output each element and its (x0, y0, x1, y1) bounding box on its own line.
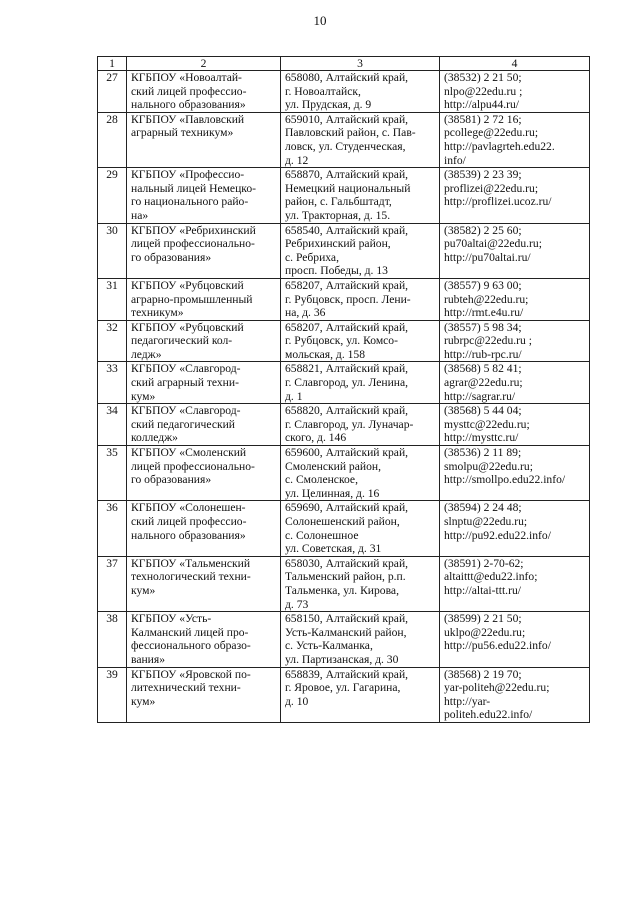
address-line: Смоленский район, (285, 459, 381, 473)
address-line: г. Новоалтайск, (285, 84, 361, 98)
institution-name-line: КГБПОУ «Смоленский (131, 446, 247, 460)
table-row (98, 556, 590, 611)
column-number-2: 2 (127, 57, 281, 71)
contacts-line: (38591) 2-70-62; (444, 556, 524, 570)
address-cell (281, 278, 440, 320)
address-cell (281, 556, 440, 611)
institution-name-cell (127, 501, 281, 556)
contacts-cell (440, 362, 590, 404)
contacts-cell (440, 556, 590, 611)
contacts-line: http://yar- (444, 694, 491, 708)
address-cell (281, 446, 440, 501)
contacts-line: (38532) 2 21 50; (444, 71, 522, 84)
institution-name-line: кум» (131, 389, 156, 403)
institution-name-line: го национального райо- (131, 195, 249, 209)
contacts-line: nlpo@22edu.ru ; (444, 84, 523, 98)
address-cell (281, 501, 440, 556)
contacts-line: mysttc@22edu.ru; (444, 417, 530, 431)
institution-name-cell (127, 612, 281, 667)
institution-name-line: лицей профессионально- (131, 237, 255, 251)
address-line: с. Солонешное (285, 528, 359, 542)
row-number: 35 (98, 446, 127, 501)
contacts-line: (38539) 2 23 39; (444, 168, 522, 182)
row-number: 34 (98, 404, 127, 446)
institution-name-cell (127, 223, 281, 278)
institution-name-line: КГБПОУ «Славгород- (131, 362, 241, 376)
address-line: г. Славгород, ул. Луначар- (285, 417, 414, 431)
contacts-line: (38557) 9 63 00; (444, 278, 522, 292)
row-number: 32 (98, 320, 127, 362)
table-row (98, 501, 590, 556)
table-row (98, 71, 590, 113)
contacts-line: http://pu70altai.ru/ (444, 250, 531, 264)
table-header-row (98, 57, 590, 71)
contacts-cell (440, 501, 590, 556)
address-line: г. Яровое, ул. Гагарина, (285, 681, 401, 695)
institution-name-line: КГБПОУ «Тальменский (131, 556, 251, 570)
contacts-line: agrar@22edu.ru; (444, 376, 523, 390)
contacts-line: http://mysttc.ru/ (444, 431, 519, 445)
institution-name-cell (127, 71, 281, 113)
address-line: ул. Тракторная, д. 15. (285, 208, 391, 222)
contacts-line: http://alpu44.ru/ (444, 98, 520, 112)
table-row (98, 112, 590, 167)
address-line: с. Ребриха, (285, 250, 339, 264)
institution-name-line: ский педагогический (131, 417, 236, 431)
contacts-line: rubrpc@22edu.ru ; (444, 334, 532, 348)
row-number: 37 (98, 556, 127, 611)
institution-name-line: КГБПОУ «Рубцовский (131, 320, 244, 334)
contacts-line: yar-politeh@22edu.ru; (444, 681, 550, 695)
contacts-cell (440, 667, 590, 722)
row-number: 38 (98, 612, 127, 667)
address-line: с. Смоленское, (285, 473, 358, 487)
institution-name-line: колледж» (131, 431, 178, 445)
address-line: ул. Советская, д. 31 (285, 542, 382, 556)
table-row (98, 612, 590, 667)
contacts-cell (440, 320, 590, 362)
address-line: ул. Целинная, д. 16 (285, 486, 380, 500)
institution-name-line: педагогический кол- (131, 334, 233, 348)
row-number: 30 (98, 223, 127, 278)
institution-name-cell (127, 362, 281, 404)
institution-name-line: КГБПОУ «Солонешен- (131, 501, 246, 515)
institution-name-line: кум» (131, 694, 156, 708)
contacts-line: (38568) 5 82 41; (444, 362, 522, 376)
contacts-line: pu70altai@22edu.ru; (444, 237, 542, 251)
contacts-line: http://pu92.edu22.info/ (444, 528, 551, 542)
contacts-line: rubteh@22edu.ru; (444, 292, 529, 306)
page-number: 10 (313, 13, 327, 28)
institution-name-cell (127, 556, 281, 611)
institution-name-line: КГБПОУ «Профессио- (131, 168, 245, 182)
institution-name-cell (127, 320, 281, 362)
address-cell (281, 71, 440, 113)
contacts-line: http://altai-ttt.ru/ (444, 583, 521, 597)
contacts-line: http://rub-rpc.ru/ (444, 347, 522, 361)
address-line: Солонешенский район, (285, 515, 400, 528)
address-line: 658207, Алтайский край, (285, 278, 409, 292)
institution-name-cell (127, 112, 281, 167)
address-line: г. Славгород, ул. Ленина, (285, 376, 409, 390)
address-line: д. 73 (285, 597, 309, 611)
address-line: 658030, Алтайский край, (285, 556, 409, 570)
address-line: 658820, Алтайский край, (285, 404, 409, 418)
contacts-line: info/ (444, 153, 466, 167)
contacts-line: (38581) 2 72 16; (444, 112, 522, 126)
row-number: 29 (98, 168, 127, 223)
address-cell (281, 404, 440, 446)
institution-name-line: аграрный техникум» (131, 126, 234, 140)
institution-name-line: КГБПОУ «Яровской по- (131, 667, 251, 681)
table-row (98, 667, 590, 722)
institution-name-line: ледж» (131, 347, 162, 361)
institution-name-line: го образования» (131, 473, 212, 487)
address-line: на, д. 36 (285, 306, 326, 320)
contacts-line: (38568) 2 19 70; (444, 667, 522, 681)
address-line: д. 1 (285, 389, 303, 403)
institution-name-line: вания» (131, 652, 166, 666)
contacts-line: politeh.edu22.info/ (444, 708, 533, 722)
contacts-cell (440, 112, 590, 167)
contacts-line: proflizei@22edu.ru; (444, 181, 539, 195)
contacts-line: http://proflizei.ucoz.ru/ (444, 195, 552, 209)
column-number-4: 4 (440, 57, 590, 71)
row-number: 39 (98, 667, 127, 722)
column-number-1: 1 (98, 57, 127, 71)
contacts-cell (440, 446, 590, 501)
address-line: ул. Прудская, д. 9 (285, 98, 372, 112)
row-number: 31 (98, 278, 127, 320)
contacts-cell (440, 612, 590, 667)
contacts-line: uklpo@22edu.ru; (444, 625, 526, 639)
address-cell (281, 112, 440, 167)
row-number: 36 (98, 501, 127, 556)
address-cell (281, 223, 440, 278)
institutions-table (97, 56, 590, 723)
contacts-line: (38536) 2 11 89; (444, 446, 522, 460)
institution-name-line: ский лицей профессио- (131, 84, 247, 98)
contacts-cell (440, 168, 590, 223)
address-line: 658870, Алтайский край, (285, 168, 409, 182)
institution-name-line: КГБПОУ «Славгород- (131, 404, 241, 418)
contacts-cell (440, 278, 590, 320)
table-row (98, 362, 590, 404)
address-line: д. 12 (285, 153, 309, 167)
address-cell (281, 320, 440, 362)
table-row (98, 404, 590, 446)
address-line: ского, д. 146 (285, 431, 347, 445)
institution-name-line: аграрно-промышленный (131, 292, 253, 306)
contacts-line: http://sagrar.ru/ (444, 389, 516, 403)
address-line: с. Усть-Калманка, (285, 639, 373, 653)
institution-name-line: технологический техни- (131, 570, 251, 584)
table-row (98, 278, 590, 320)
row-number: 27 (98, 71, 127, 113)
institution-name-line: ский аграрный техни- (131, 376, 239, 390)
address-line: Ребрихинский район, (285, 237, 391, 251)
institution-name-line: го образования» (131, 250, 212, 264)
institution-name-cell (127, 446, 281, 501)
contacts-cell (440, 71, 590, 113)
address-line: Усть-Калманский район, (285, 625, 407, 639)
address-cell (281, 168, 440, 223)
institution-name-cell (127, 667, 281, 722)
institution-name-line: Калманский лицей про- (131, 625, 249, 639)
address-line: ул. Партизанская, д. 30 (285, 652, 399, 666)
institution-name-line: КГБПОУ «Павловский (131, 112, 245, 126)
address-cell (281, 362, 440, 404)
address-line: 658207, Алтайский край, (285, 320, 409, 334)
institution-name-line: КГБПОУ «Новоалтай- (131, 71, 242, 84)
address-cell (281, 667, 440, 722)
contacts-line: (38568) 5 44 04; (444, 404, 522, 418)
address-line: мольская, д. 158 (285, 347, 366, 361)
address-line: 659690, Алтайский край, (285, 501, 409, 515)
address-line: 658839, Алтайский край, (285, 667, 409, 681)
address-line: 659600, Алтайский край, (285, 446, 409, 460)
address-line: 658540, Алтайский край, (285, 223, 409, 237)
institution-name-line: кум» (131, 583, 156, 597)
address-line: район, с. Гальбштадт, (285, 195, 392, 209)
institution-name-cell (127, 278, 281, 320)
contacts-cell (440, 404, 590, 446)
institution-name-line: КГБПОУ «Ребрихинский (131, 223, 256, 237)
address-line: просп. Победы, д. 13 (285, 264, 388, 278)
address-line: 658080, Алтайский край, (285, 71, 409, 84)
address-line: Павловский район, с. Пав- (285, 126, 416, 140)
institution-name-line: фессионального образо- (131, 639, 251, 653)
contacts-line: altaittt@edu22.info; (444, 570, 538, 584)
institution-name-line: нального образования» (131, 528, 246, 542)
institution-name-line: ский лицей профессио- (131, 515, 247, 528)
contacts-line: http://rmt.e4u.ru/ (444, 306, 524, 320)
institution-name-line: лицей профессионально- (131, 459, 255, 473)
institution-name-line: нальный лицей Немецко- (131, 181, 256, 195)
contacts-line: slnptu@22edu.ru; (444, 515, 528, 528)
contacts-line: http://pu56.edu22.info/ (444, 639, 551, 653)
column-number-3: 3 (281, 57, 440, 71)
contacts-line: (38582) 2 25 60; (444, 223, 522, 237)
contacts-line: smolpu@22edu.ru; (444, 459, 533, 473)
contacts-line: (38557) 5 98 34; (444, 320, 522, 334)
institution-name-line: нального образования» (131, 98, 246, 112)
institution-name-line: КГБПОУ «Усть- (131, 612, 212, 626)
institution-name-line: КГБПОУ «Рубцовский (131, 278, 244, 292)
table-row (98, 446, 590, 501)
address-line: 659010, Алтайский край, (285, 112, 409, 126)
institution-name-line: на» (131, 208, 149, 222)
table-row (98, 320, 590, 362)
contacts-line: (38594) 2 24 48; (444, 501, 522, 515)
address-line: ловск, ул. Студенческая, (285, 139, 406, 153)
institution-name-line: техникум» (131, 306, 184, 320)
table-body (98, 57, 590, 723)
address-line: Тальменка, ул. Кирова, (285, 583, 399, 597)
address-line: 658821, Алтайский край, (285, 362, 409, 376)
contacts-line: pcollege@22edu.ru; (444, 126, 539, 140)
address-line: г. Рубцовск, просп. Лени- (285, 292, 411, 306)
contacts-line: http://smollpo.edu22.info/ (444, 473, 566, 487)
institution-name-cell (127, 168, 281, 223)
address-line: 658150, Алтайский край, (285, 612, 409, 626)
table-row (98, 223, 590, 278)
table-row (98, 168, 590, 223)
address-line: Тальменский район, р.п. (285, 570, 406, 584)
row-number: 28 (98, 112, 127, 167)
address-line: д. 10 (285, 694, 309, 708)
contacts-line: (38599) 2 21 50; (444, 612, 522, 626)
institution-name-line: литехнический техни- (131, 681, 241, 695)
address-line: г. Рубцовск, ул. Комсо- (285, 334, 398, 348)
institution-name-cell (127, 404, 281, 446)
row-number: 33 (98, 362, 127, 404)
contacts-line: http://pavlagrteh.edu22. (444, 139, 555, 153)
contacts-cell (440, 223, 590, 278)
address-cell (281, 612, 440, 667)
address-line: Немецкий национальный (285, 181, 411, 195)
